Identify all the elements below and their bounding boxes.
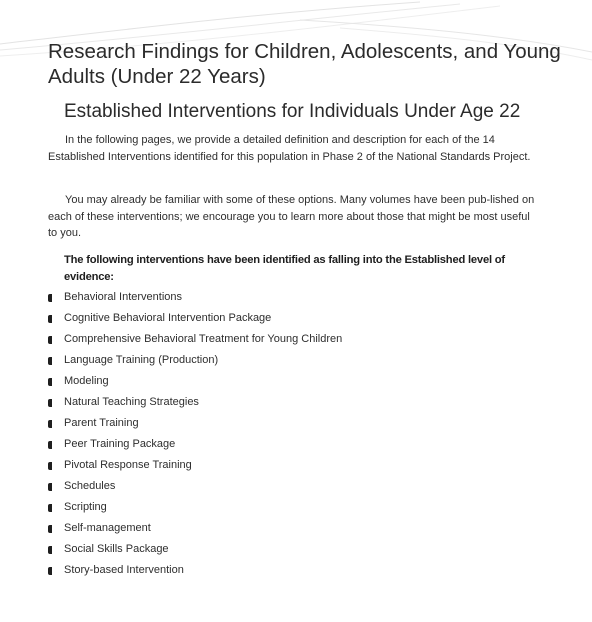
bullet-icon (48, 483, 52, 491)
intro-paragraph: In the following pages, we provide a detailed definition and description for each of the 14 Established Interventions identified for this population in Phase 2 of the National Standards Project. (48, 134, 531, 163)
bullet-icon (48, 504, 52, 512)
bullet-icon (48, 399, 52, 407)
bullet-icon (48, 567, 52, 575)
bullet-icon (48, 441, 52, 449)
list-item-label: Cognitive Behavioral Intervention Package (64, 312, 272, 324)
list-item-label: Peer Training Package (64, 438, 176, 450)
bullet-icon (48, 525, 52, 533)
bullet-icon (48, 378, 52, 386)
list-item-label: Self-management (64, 522, 151, 534)
list-intro: The following interventions have been identified as falling into the Established level of evidence: (64, 254, 505, 283)
list-item-label: Pivotal Response Training (64, 459, 192, 471)
bullet-icon (48, 420, 52, 428)
bullet-icon (48, 546, 52, 554)
bullet-icon (48, 294, 52, 302)
list-item-label: Scripting (64, 501, 107, 513)
list-item-label: Parent Training (64, 417, 139, 429)
bullet-icon (48, 462, 52, 470)
familiarity-paragraph: You may already be familiar with some of these options. Many volumes have been pub-lished on each of these interventions; we encourage you to learn more about those that might be most useful to you. (48, 194, 535, 239)
list-item-label: Social Skills Package (64, 543, 169, 555)
list-item-label: Schedules (64, 480, 116, 492)
list-item-label: Language Training (Production) (64, 354, 219, 366)
list-item-label: Modeling (64, 375, 109, 387)
list-item-label: Behavioral Interventions (64, 291, 183, 303)
list-item-label: Natural Teaching Strategies (64, 396, 199, 408)
bullet-icon (48, 336, 52, 344)
list-item-label: Comprehensive Behavioral Treatment for Young Children (64, 333, 343, 345)
bullet-icon (48, 357, 52, 365)
bullet-icon (48, 315, 52, 323)
page-title: Research Findings for Children, Adolescents, and Young Adults (Under 22 Years) (48, 40, 561, 88)
section-title: Established Interventions for Individuals Under Age 22 (64, 101, 521, 122)
list-item-label: Story-based Intervention (64, 564, 184, 576)
